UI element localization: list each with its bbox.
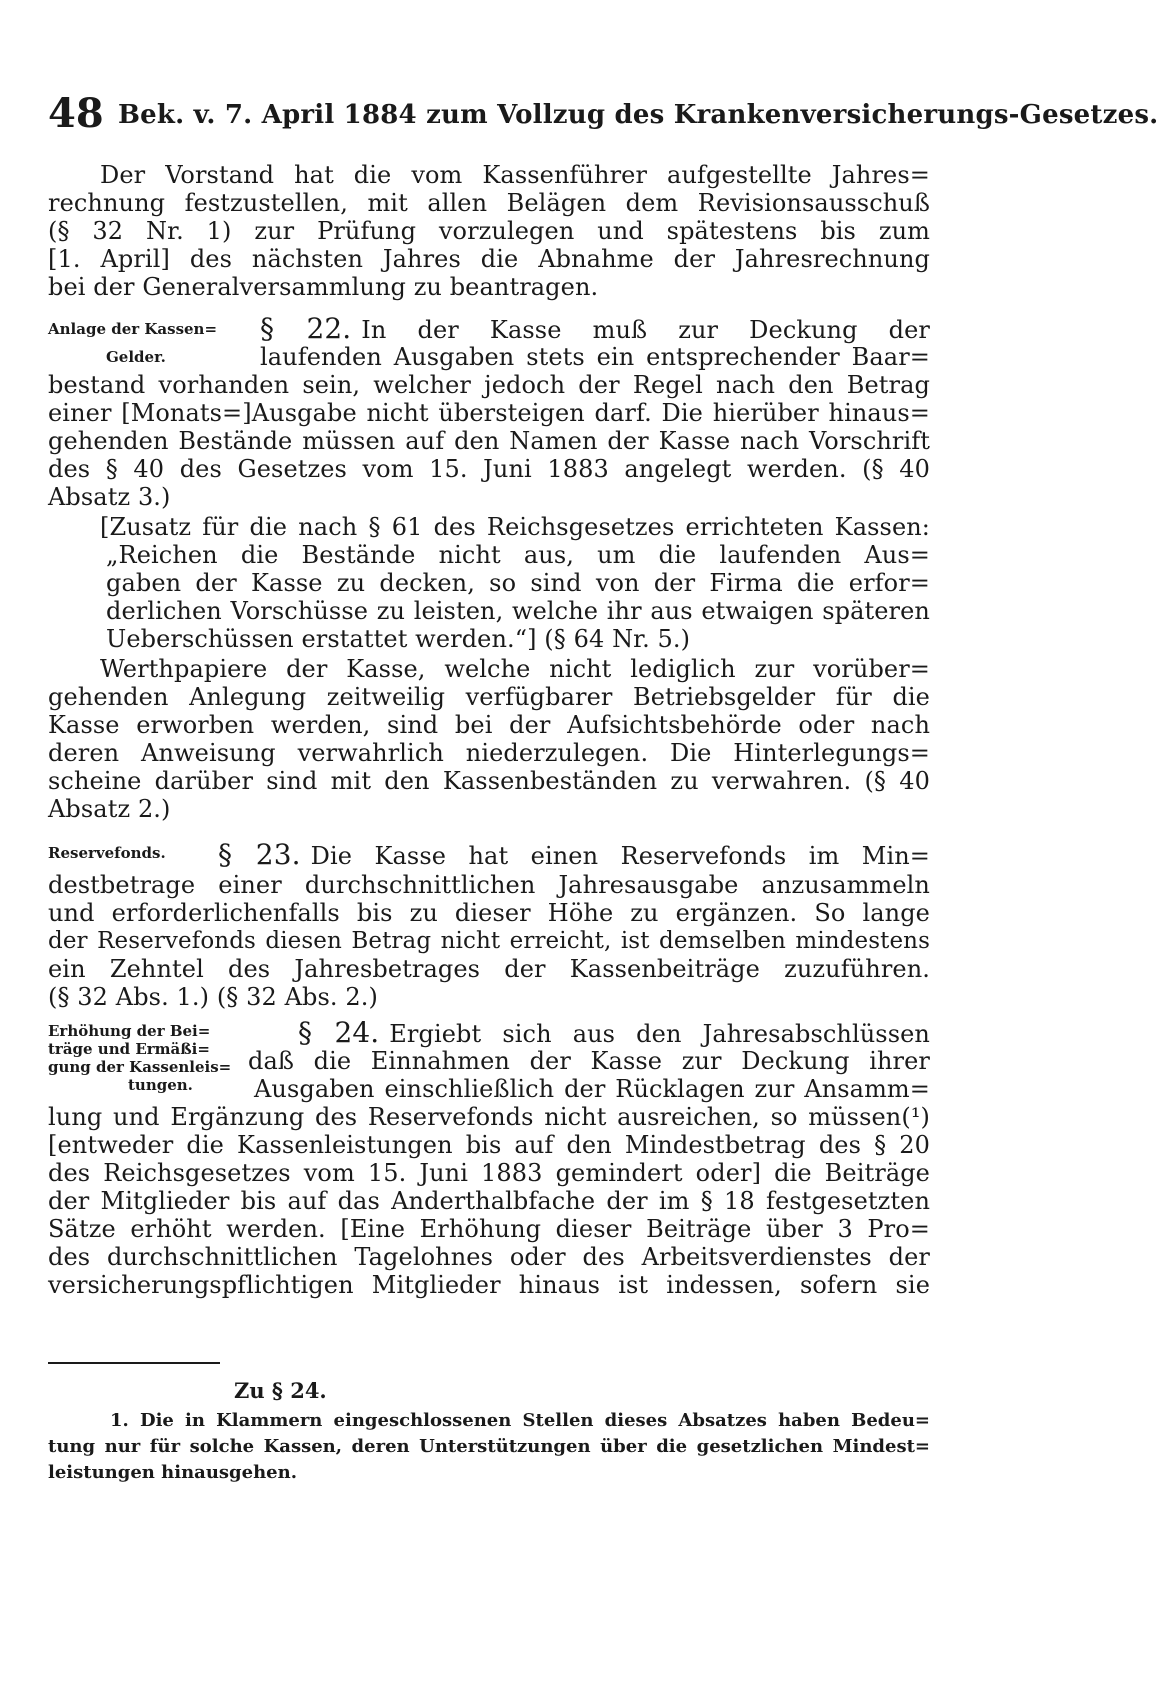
running-head	[48, 90, 1158, 142]
text-line: Absatz 2.)	[48, 795, 171, 823]
section-text: In der Kasse muß zur Deckung der	[361, 316, 931, 344]
text-line: versicherungspflichtigen Mitglieder hinaus ist indessen, sofern sie	[48, 1271, 930, 1299]
section-number: § 22.	[260, 312, 352, 345]
document-page	[48, 0, 1158, 1687]
section-number: § 23.	[218, 838, 301, 871]
section-first-line	[48, 1018, 930, 1048]
text-line: Der Vorstand hat die vom Kassenführer aufgestellte Jahres=	[100, 161, 930, 189]
text-line: scheine darüber sind mit den Kassenbeständen zu verwahren. (§ 40	[48, 767, 930, 795]
text-line: daß die Einnahmen der Kasse zur Deckung ihrer	[248, 1047, 930, 1075]
margin-note: Gelder.	[106, 348, 166, 366]
text-line: Absatz 3.)	[48, 483, 171, 511]
text-line: des § 40 des Gesetzes vom 15. Juni 1883 angelegt werden. (§ 40	[48, 455, 930, 483]
text-line: Sätze erhöht werden. [Eine Erhöhung dieser Beiträge über 3 Pro=	[48, 1215, 930, 1243]
margin-note: träge und Ermäßi=	[48, 1040, 210, 1058]
text-line: und erforderlichenfalls bis zu dieser Höhe zu ergänzen. So lange	[48, 899, 930, 927]
text-line: gehenden Anlegung zeitweilig verfügbarer Betriebsgelder für die	[48, 683, 930, 711]
footnote-heading: Zu § 24.	[234, 1378, 327, 1403]
margin-note: Erhöhung der Bei=	[48, 1022, 211, 1040]
text-line: lung und Ergänzung des Reservefonds nicht ausreichen, so müssen(¹)	[48, 1103, 930, 1131]
section-number: § 24.	[298, 1016, 380, 1049]
page-number: 48	[48, 90, 104, 137]
text-line: gaben der Kasse zu decken, so sind von der Firma die erfor=	[106, 569, 930, 597]
text-line: des Reichsgesetzes vom 15. Juni 1883 gemindert oder] die Beiträge	[48, 1159, 930, 1187]
text-line: „Reichen die Bestände nicht aus, um die laufenden Aus=	[106, 541, 930, 569]
section-text: Die Kasse hat einen Reservefonds im Min=	[310, 842, 930, 870]
footnote-line: 1. Die in Klammern eingeschlossenen Stellen dieses Absatzes haben Bedeu=	[110, 1410, 930, 1431]
text-line: rechnung festzustellen, mit allen Belägen dem Revisionsausschuß	[48, 189, 930, 217]
text-line: des durchschnittlichen Tagelohnes oder des Arbeitsverdienstes der	[48, 1243, 930, 1271]
section-first-line	[48, 840, 930, 870]
text-line: der Reservefonds diesen Betrag nicht erreicht, ist demselben mindestens	[48, 928, 930, 954]
section-first-line	[48, 314, 930, 344]
footnote-rule	[48, 1362, 220, 1364]
text-line: [1. April] des nächsten Jahres die Abnahme der Jahresrechnung	[48, 245, 930, 273]
margin-note: Reservefonds.	[48, 844, 166, 862]
text-line: (§ 32 Nr. 1) zur Prüfung vorzulegen und spätestens bis zum	[48, 217, 930, 245]
text-line: der Mitglieder bis auf das Anderthalbfache der im § 18 festgesetzten	[48, 1187, 930, 1215]
text-line: Ueberschüssen erstattet werden.“] (§ 64 Nr. 5.)	[106, 625, 691, 653]
text-line: Ausgaben einschließlich der Rücklagen zur Ansamm=	[254, 1075, 930, 1103]
text-line: bei der Generalversammlung zu beantragen.	[48, 273, 599, 301]
margin-note: Anlage der Kassen=	[48, 320, 218, 338]
text-line: Kasse erworben werden, sind bei der Aufsichtsbehörde oder nach	[48, 711, 930, 739]
text-line: deren Anweisung verwahrlich niederzulegen. Die Hinterlegungs=	[48, 739, 930, 767]
text-line: (§ 32 Abs. 1.) (§ 32 Abs. 2.)	[48, 983, 378, 1011]
text-line: bestand vorhanden sein, welcher jedoch der Regel nach den Betrag	[48, 371, 930, 399]
text-line: ein Zehntel des Jahresbetrages der Kassenbeiträge zuzuführen.	[48, 955, 930, 983]
text-line: Werthpapiere der Kasse, welche nicht lediglich zur vorüber=	[100, 655, 930, 683]
text-line: [entweder die Kassenleistungen bis auf den Mindestbetrag des § 20	[48, 1131, 930, 1159]
margin-note: tungen.	[128, 1076, 193, 1094]
text-line: gehenden Bestände müssen auf den Namen der Kasse nach Vorschrift	[48, 427, 930, 455]
text-line: destbetrage einer durchschnittlichen Jahresausgabe anzusammeln	[48, 871, 930, 899]
footnote-line: leistungen hinausgehen.	[48, 1462, 297, 1483]
footnote-line: tung nur für solche Kassen, deren Unterstützungen über die gesetzlichen Mindest=	[48, 1436, 930, 1457]
text-line: laufenden Ausgaben stets ein entsprechender Baar=	[260, 343, 930, 371]
text-line: [Zusatz für die nach § 61 des Reichsgesetzes errichteten Kassen:	[100, 513, 930, 541]
section-text: Ergiebt sich aus den Jahresabschlüssen	[389, 1020, 930, 1048]
text-line: einer [Monats=]Ausgabe nicht übersteigen darf. Die hierüber hinaus=	[48, 399, 930, 427]
text-line: derlichen Vorschüsse zu leisten, welche ihr aus etwaigen späteren	[106, 597, 930, 625]
running-title: Bek. v. 7. April 1884 zum Vollzug des Krankenversicherungs-Gesetzes.	[118, 100, 1158, 130]
margin-note: gung der Kassenleis=	[48, 1058, 232, 1076]
